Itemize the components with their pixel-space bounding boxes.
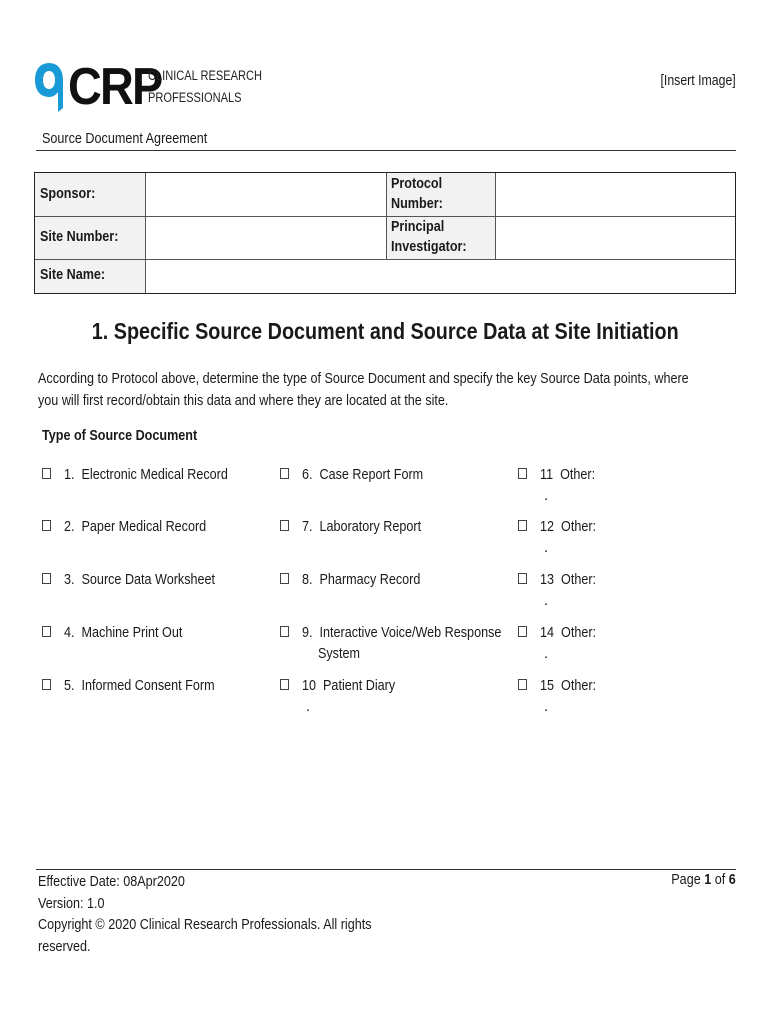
crp-logo-mark-icon <box>34 60 64 114</box>
option-text: Source Data Worksheet <box>81 571 216 588</box>
option-label <box>64 516 206 537</box>
logo-subtitle-line1: CLINICAL RESEARCH <box>148 68 263 83</box>
option-label <box>540 516 596 537</box>
option-label <box>302 569 420 590</box>
sponsor-label: Sponsor: <box>40 185 96 202</box>
site-number-field[interactable] <box>145 216 386 259</box>
option-text: Laboratory Report <box>319 518 422 535</box>
option-label <box>302 516 421 537</box>
option-number: 1. <box>64 466 75 483</box>
table-divider <box>35 259 735 260</box>
option-text: Patient Diary <box>323 677 396 694</box>
option-text: Informed Consent Form <box>81 677 215 694</box>
option-checkbox[interactable] <box>42 679 51 690</box>
option-checkbox[interactable] <box>280 679 289 690</box>
option-text-line2: System <box>317 645 360 662</box>
option-number: 12 <box>540 518 555 535</box>
principal-investigator-field[interactable] <box>495 216 735 259</box>
option-number: 4. <box>64 624 75 641</box>
option-number: 2. <box>64 518 75 535</box>
option-text: Other: <box>561 677 597 694</box>
option-checkbox[interactable] <box>42 520 51 531</box>
option-label <box>64 622 182 643</box>
option-number: 15 <box>540 677 555 694</box>
principal-investigator-label-cell <box>386 216 495 259</box>
option-text: Other: <box>561 571 597 588</box>
table-divider <box>145 173 146 293</box>
option-label <box>540 569 596 590</box>
site-name-label: Site Name: <box>40 266 106 283</box>
option-number: 14 <box>540 624 555 641</box>
principal-investigator-label: Principal Investigator: <box>391 218 467 255</box>
fill-in-dot: . <box>544 487 549 504</box>
option-number: 3. <box>64 571 75 588</box>
fill-in-dot: . <box>306 698 311 715</box>
fill-in-dot: . <box>544 592 549 609</box>
site-name-field[interactable] <box>145 259 735 293</box>
section-title <box>0 318 770 345</box>
page-prefix: Page <box>671 871 705 888</box>
logo-subtitle-line2: PROFESSIONALS <box>148 90 242 105</box>
option-label <box>302 622 501 664</box>
logo-wordmark: CRP <box>68 58 162 116</box>
page-total: 6 <box>728 871 736 888</box>
option-checkbox[interactable] <box>518 626 527 637</box>
protocol-number-field[interactable] <box>495 173 735 216</box>
option-number: 9. <box>302 624 313 641</box>
option-number: 10 <box>302 677 317 694</box>
option-text: Paper Medical Record <box>81 518 207 535</box>
option-text: Machine Print Out <box>81 624 183 641</box>
option-label <box>540 464 595 485</box>
site-number-label: Site Number: <box>40 228 119 245</box>
option-number: 6. <box>302 466 313 483</box>
fill-in-dot: . <box>544 645 549 662</box>
fill-in-dot: . <box>544 539 549 556</box>
page-current: 1 <box>704 871 712 888</box>
option-checkbox[interactable] <box>518 573 527 584</box>
option-text: Other: <box>561 518 597 535</box>
option-checkbox[interactable] <box>280 520 289 531</box>
option-text: Case Report Form <box>319 466 424 483</box>
option-checkbox[interactable] <box>518 520 527 531</box>
option-checkbox[interactable] <box>42 573 51 584</box>
page-number <box>672 871 736 888</box>
option-checkbox[interactable] <box>518 679 527 690</box>
option-label <box>540 622 596 643</box>
option-label <box>540 675 596 696</box>
copyright: Copyright © 2020 Clinical Research Professionals. All rights reserved. <box>38 916 372 955</box>
option-label <box>64 464 228 485</box>
study-info-table <box>34 172 736 294</box>
section-title-text: 1. Specific Source Document and Source Data at Site Initiation <box>91 318 679 344</box>
option-text: Other: <box>561 624 597 641</box>
option-number: 7. <box>302 518 313 535</box>
option-label <box>302 675 395 696</box>
document-label: Source Document Agreement <box>42 130 208 147</box>
sponsor-field[interactable] <box>145 173 386 216</box>
insert-image-placeholder: [Insert Image] <box>660 72 736 89</box>
table-divider <box>35 216 735 217</box>
option-checkbox[interactable] <box>42 626 51 637</box>
option-label <box>64 569 215 590</box>
site-name-label-cell <box>35 259 145 293</box>
type-heading: Type of Source Document <box>42 427 198 444</box>
option-label <box>64 675 215 696</box>
effective-date: Effective Date: 08Apr2020 <box>38 873 185 890</box>
option-checkbox[interactable] <box>42 468 51 479</box>
page-of: of <box>711 871 729 888</box>
protocol-number-label: Protocol Number: <box>391 175 443 212</box>
option-text: Electronic Medical Record <box>81 466 228 483</box>
option-checkbox[interactable] <box>280 468 289 479</box>
protocol-number-label-cell <box>386 173 495 216</box>
option-text: Interactive Voice/Web Response <box>319 624 502 641</box>
sponsor-label-cell <box>35 173 145 216</box>
header-divider <box>36 150 736 151</box>
option-text: Pharmacy Record <box>319 571 421 588</box>
option-checkbox[interactable] <box>280 573 289 584</box>
footer-divider <box>36 869 736 870</box>
option-checkbox[interactable] <box>518 468 527 479</box>
option-label <box>302 464 423 485</box>
option-checkbox[interactable] <box>280 626 289 637</box>
option-number: 8. <box>302 571 313 588</box>
option-text: Other: <box>560 466 596 483</box>
section-intro: According to Protocol above, determine the type of Source Document and specify the key Source Data points, where you will first record/obtain this data and where they are located at the site. <box>38 370 689 409</box>
option-number: 13 <box>540 571 555 588</box>
site-number-label-cell <box>35 216 145 259</box>
footer-info <box>38 871 374 957</box>
fill-in-dot: . <box>544 698 549 715</box>
version: Version: 1.0 <box>38 894 105 912</box>
option-number: 11 <box>540 466 554 483</box>
option-number: 5. <box>64 677 75 694</box>
